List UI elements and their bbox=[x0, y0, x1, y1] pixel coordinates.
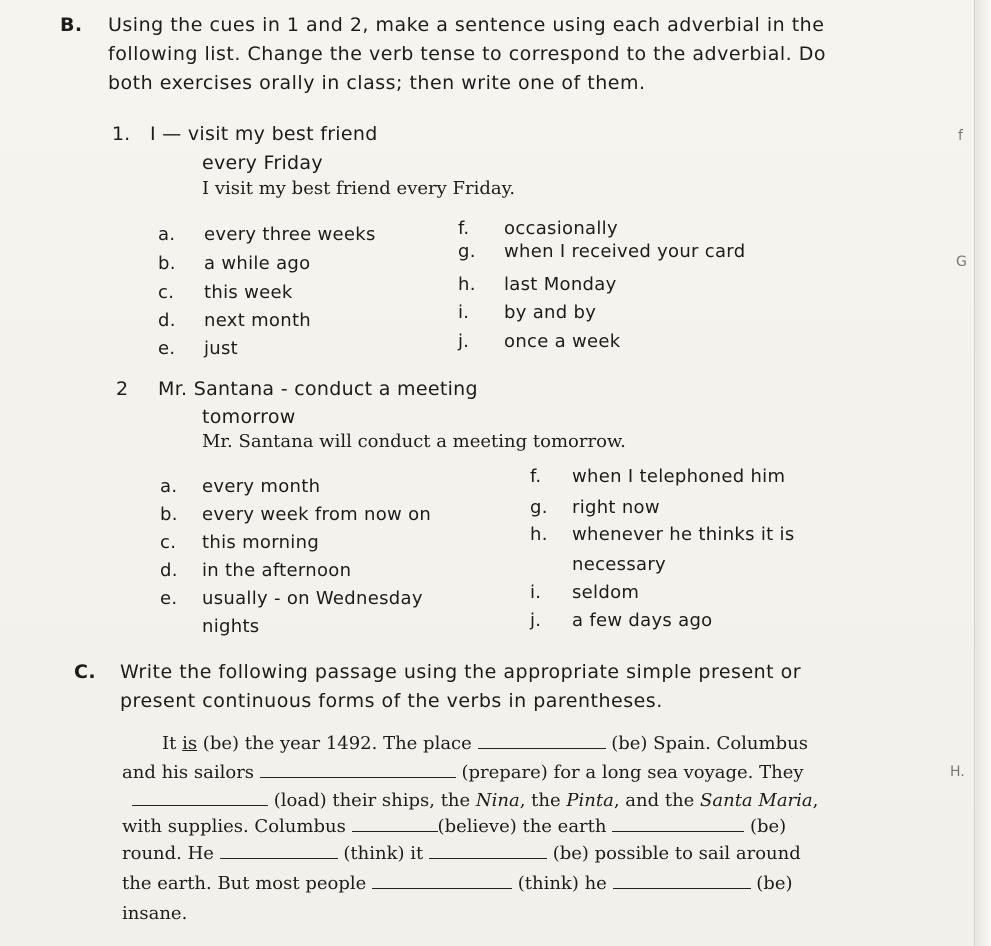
answer-blank[interactable] bbox=[612, 817, 744, 832]
ex1-item-e: e. just bbox=[158, 338, 239, 359]
page-edge bbox=[974, 0, 991, 946]
answer-blank[interactable] bbox=[352, 817, 438, 832]
answer-blank[interactable] bbox=[429, 844, 547, 859]
ex2-item-e-continuation: nights bbox=[202, 616, 260, 637]
answer-blank[interactable] bbox=[372, 874, 512, 889]
exercise-2-cue-adverbial: tomorrow bbox=[202, 406, 296, 428]
ex1-item-d: d. next month bbox=[158, 310, 312, 331]
ex2-item-c: c. this morning bbox=[160, 532, 320, 553]
section-c-instruction-line-2: present continuous forms of the verbs in parentheses. bbox=[120, 690, 663, 712]
exercise-1-model-sentence: I visit my best friend every Friday. bbox=[202, 178, 516, 199]
answer-blank[interactable] bbox=[220, 844, 338, 859]
section-b-marker: B. bbox=[60, 14, 83, 36]
passage-line-2: and his sailors (prepare) for a long sea voyage. They bbox=[122, 762, 804, 783]
exercise-2-number: 2 bbox=[116, 378, 129, 400]
ex1-item-g: g. when I received your card bbox=[458, 241, 746, 262]
ex2-item-a: a. every month bbox=[160, 476, 321, 497]
ex2-item-i: i. seldom bbox=[530, 582, 640, 603]
ex2-item-j: j. a few days ago bbox=[530, 610, 713, 631]
ex2-item-e: e. usually - on Wednesday bbox=[160, 588, 423, 609]
exercise-2-model-sentence: Mr. Santana will conduct a meeting tomorrow. bbox=[202, 431, 626, 452]
section-b-instruction-line-3: both exercises orally in class; then write one of them. bbox=[108, 72, 646, 94]
ex1-item-c: c. this week bbox=[158, 282, 293, 303]
passage-line-3: (load) their ships, the Nina, the Pinta, and the Santa Maria, bbox=[132, 790, 818, 811]
ex1-item-f: f. occasionally bbox=[458, 218, 618, 239]
margin-mark: f bbox=[958, 128, 963, 144]
ex2-item-h: h. whenever he thinks it is bbox=[530, 524, 795, 545]
section-b-instruction-line-1: Using the cues in 1 and 2, make a sentence using each adverbial in the bbox=[108, 14, 825, 36]
passage-line-1: It is (be) the year 1492. The place (be) Spain. Columbus bbox=[162, 733, 808, 754]
answer-example: is bbox=[182, 733, 198, 754]
section-c-instruction-line-1: Write the following passage using the appropriate simple present or bbox=[120, 661, 802, 683]
ex1-item-j: j. once a week bbox=[458, 331, 621, 352]
section-b-instruction-line-2: following list. Change the verb tense to correspond to the adverbial. Do bbox=[108, 43, 826, 65]
ex2-item-h-continuation: necessary bbox=[572, 554, 666, 575]
margin-mark: G bbox=[956, 254, 967, 270]
exercise-1-cue-subject: I — visit my best friend bbox=[150, 123, 378, 145]
ex2-item-b: b. every week from now on bbox=[160, 504, 432, 525]
ex2-item-f: f. when I telephoned him bbox=[530, 466, 786, 487]
ex1-item-a: a. every three weeks bbox=[158, 224, 376, 245]
passage-line-6: the earth. But most people (think) he (be) bbox=[122, 873, 793, 894]
answer-blank[interactable] bbox=[478, 734, 606, 749]
exercise-1-number: 1. bbox=[112, 123, 131, 145]
answer-blank[interactable] bbox=[260, 763, 456, 778]
exercise-1-cue-adverbial: every Friday bbox=[202, 152, 323, 174]
passage-line-7: insane. bbox=[122, 903, 188, 924]
passage-line-4: with supplies. Columbus (believe) the earth (be) bbox=[122, 816, 787, 837]
exercise-2-cue-subject: Mr. Santana - conduct a meeting bbox=[158, 378, 478, 400]
passage-line-5: round. He (think) it (be) possible to sail around bbox=[122, 843, 801, 864]
ex2-item-g: g. right now bbox=[530, 497, 660, 518]
ex1-item-i: i. by and by bbox=[458, 302, 597, 323]
answer-blank[interactable] bbox=[132, 791, 268, 806]
ex1-item-h: h. last Monday bbox=[458, 274, 617, 295]
ex1-item-b: b. a while ago bbox=[158, 253, 311, 274]
ex2-item-d: d. in the afternoon bbox=[160, 560, 352, 581]
section-c-marker: C. bbox=[74, 661, 96, 683]
margin-mark: H. bbox=[950, 764, 965, 780]
answer-blank[interactable] bbox=[613, 874, 751, 889]
